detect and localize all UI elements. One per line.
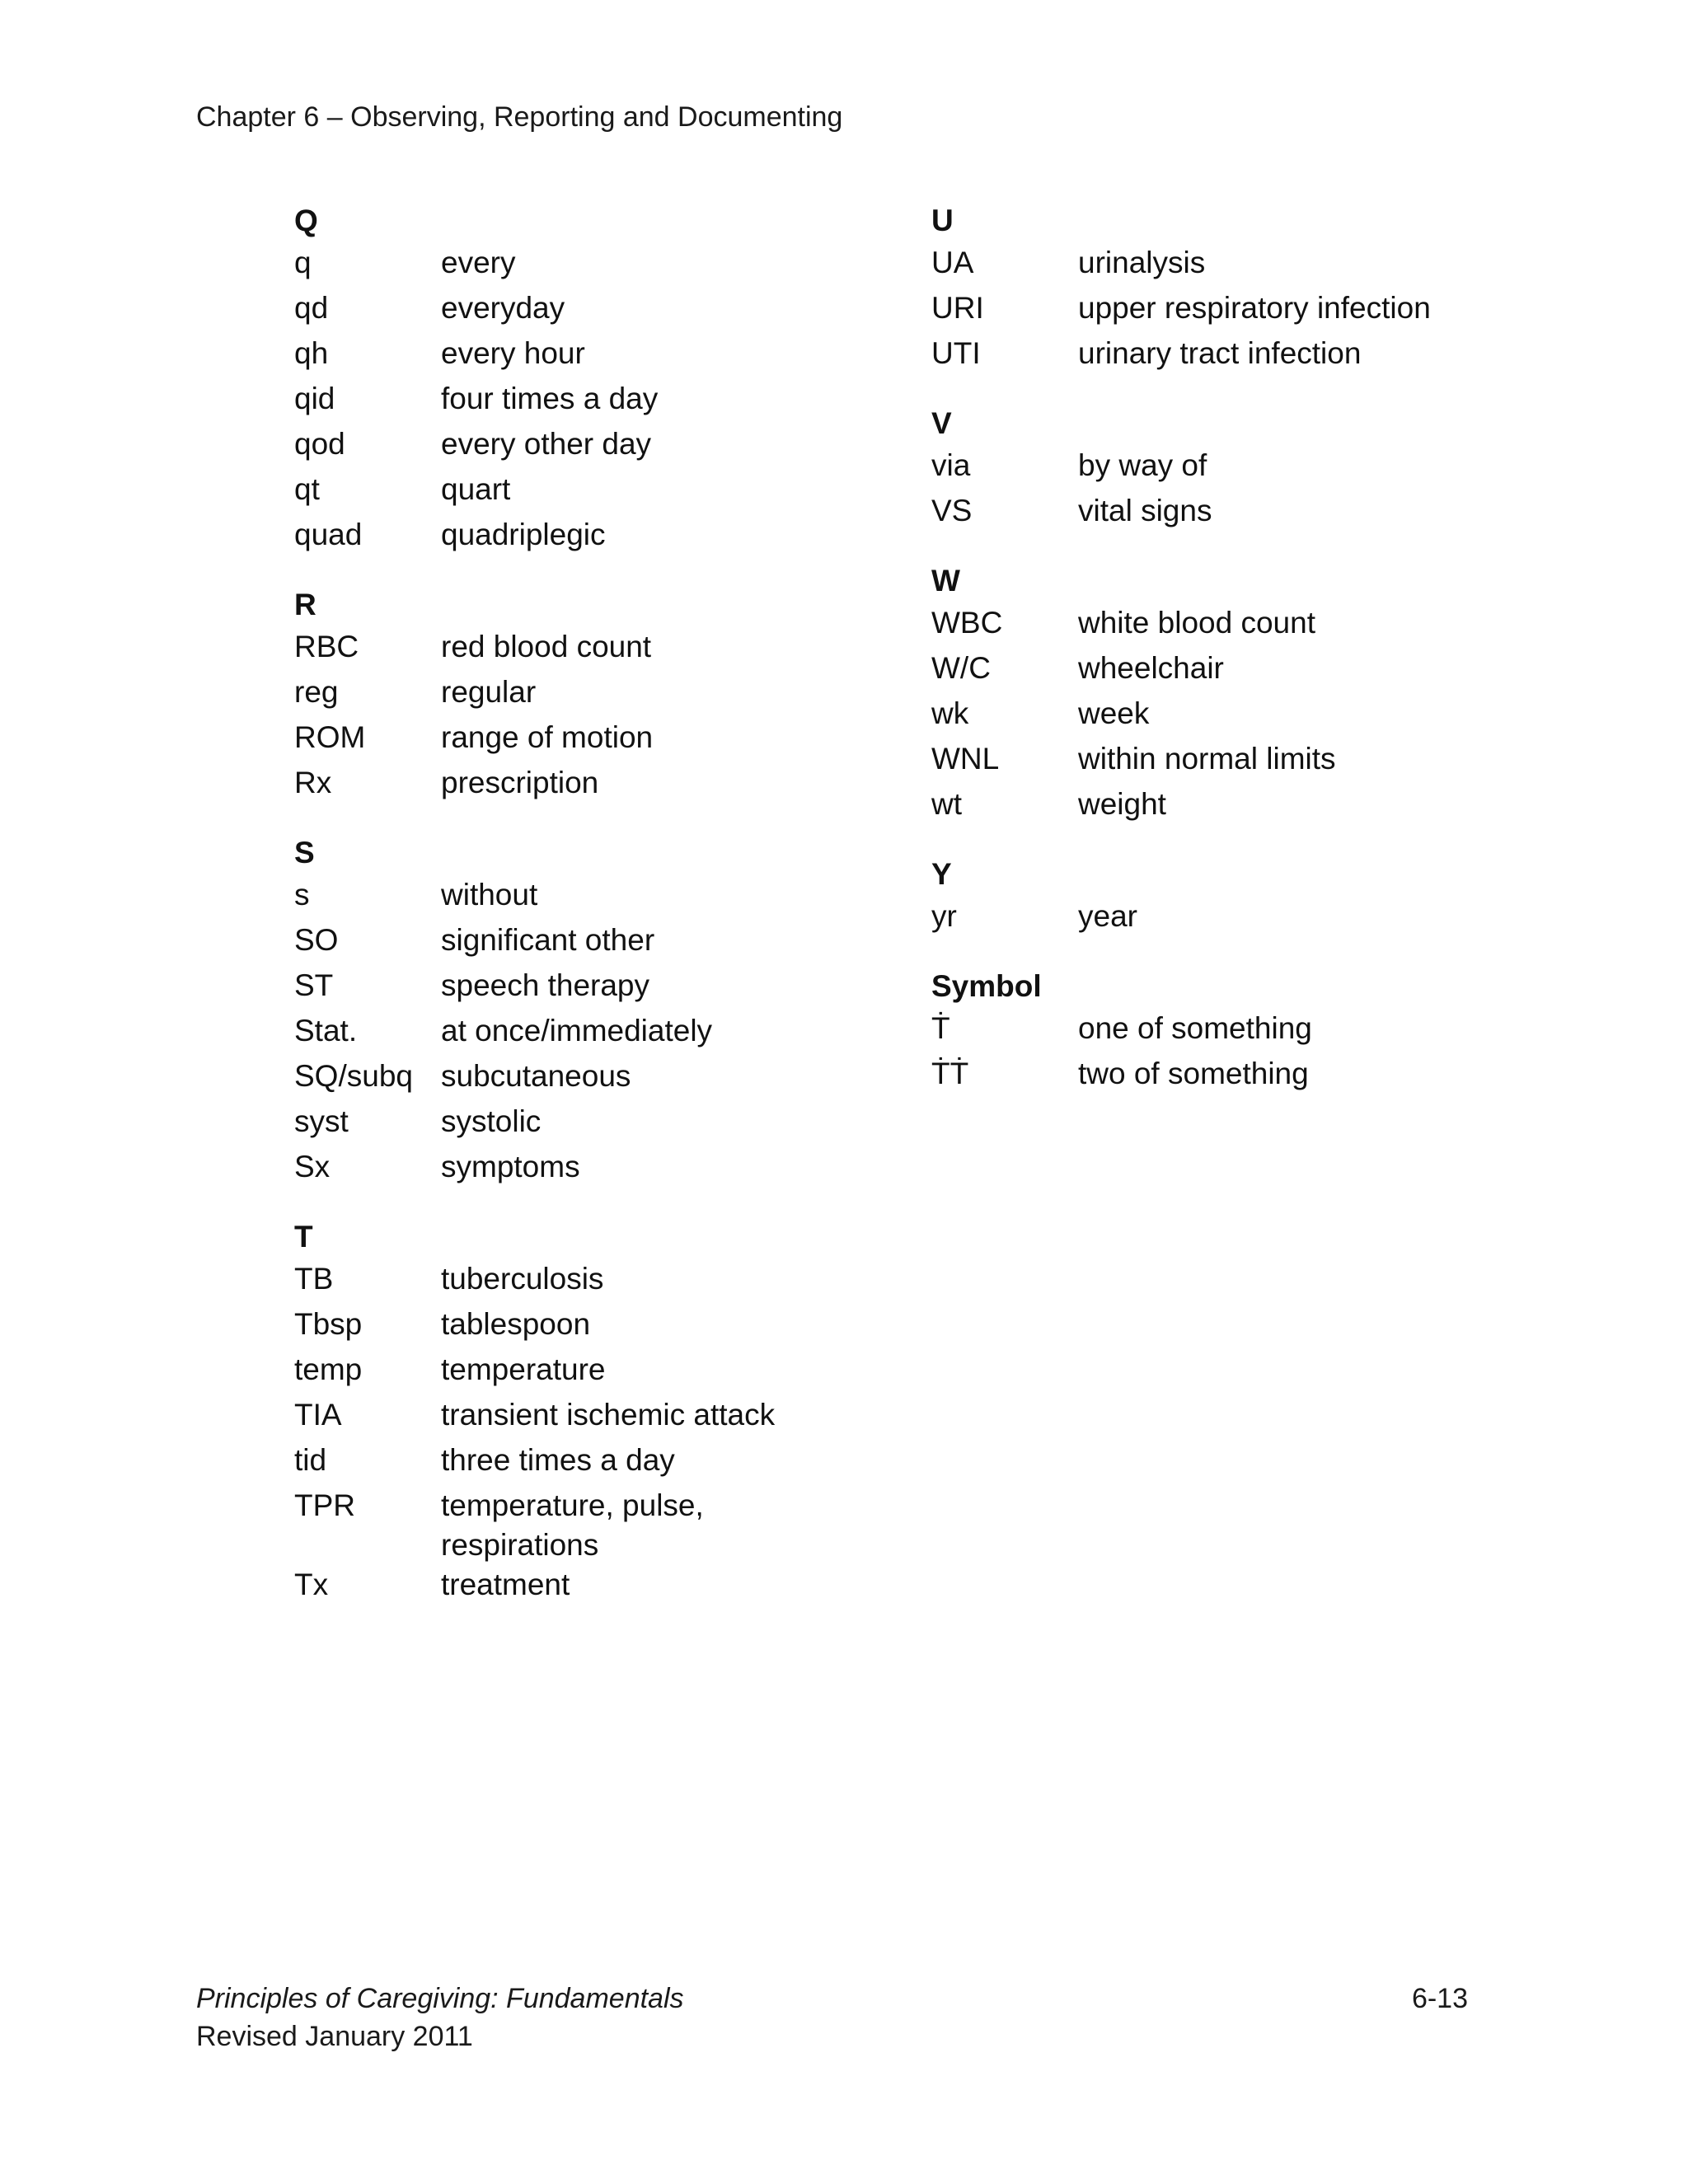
abbreviation-meaning: tuberculosis [441,1262,604,1296]
section-letter-heading: Symbol [931,969,1042,1003]
abbreviation-meaning: quart [441,472,511,506]
abbreviation-row [294,288,804,334]
abbreviation-meaning: within normal limits [1078,742,1336,776]
abbreviation-meaning: temperature, pulse, respirations [441,1488,704,1562]
section-letter-heading: Q [294,204,318,237]
section-letter-heading: V [931,406,952,440]
abbreviation-meaning: everyday [441,291,565,325]
abbreviation: via [931,448,971,482]
abbreviation-meaning: urinary tract infection [1078,336,1362,370]
footer-book-title: Principles of Caregiving: Fundamentals [196,1983,684,2014]
abbreviation: ST [294,968,334,1002]
abbreviation-row [931,243,1441,288]
abbreviation-row [294,424,804,470]
left-column [294,198,804,1632]
abbreviation-row [931,491,1441,537]
abbreviation-row [294,1441,804,1486]
abbreviation: reg [294,675,339,709]
abbreviation: Tbsp [294,1307,363,1341]
right-column [931,198,1441,1121]
footer-revised-date: Revised January 2011 [196,2021,473,2052]
letter-section [294,1214,804,1610]
abbreviation-meaning: at once/immediately [441,1014,713,1047]
abbreviation-meaning: significant other [441,923,655,957]
abbreviation: URI [931,291,984,325]
abbreviation: RBC [294,630,359,663]
abbreviation: UA [931,246,974,279]
abbreviation: TB [294,1262,334,1296]
abbreviation-meaning: temperature [441,1352,606,1386]
abbreviation-meaning: by way of [1078,448,1207,482]
section-letter-heading: Y [931,857,952,891]
footer [196,1980,684,2055]
abbreviation-row [294,470,804,515]
abbreviation-meaning: wheelchair [1078,651,1224,685]
abbreviation-row [294,1147,804,1193]
abbreviation-row [294,243,804,288]
abbreviation-row [931,785,1441,830]
abbreviation-row [931,739,1441,785]
abbreviation: yr [931,899,957,933]
abbreviation: TPR [294,1488,355,1522]
abbreviation-meaning: treatment [441,1568,570,1601]
letter-section [931,963,1441,1099]
abbreviation-row [294,1259,804,1305]
abbreviation-row [931,1009,1441,1054]
abbreviation-row [294,921,804,966]
abbreviation-meaning: range of motion [441,720,654,754]
abbreviation-row [294,1486,804,1565]
abbreviation: Rx [294,766,332,799]
abbreviation-meaning: prescription [441,766,599,799]
abbreviation-meaning: vital signs [1078,494,1212,527]
abbreviation: VS [931,494,973,527]
abbreviation-row [931,288,1441,334]
abbreviation-meaning: every other day [441,427,652,461]
abbreviation-row [294,763,804,808]
letter-section [931,401,1441,537]
abbreviation-meaning: systolic [441,1104,542,1138]
abbreviation-row [294,515,804,560]
abbreviation: tid [294,1443,327,1477]
abbreviation-row [294,966,804,1011]
abbreviation: WNL [931,742,1000,776]
abbreviation-meaning: without [441,878,538,912]
abbreviation-row [294,1395,804,1441]
abbreviation: s [294,878,310,912]
abbreviation-meaning: every hour [441,336,585,370]
section-letter-heading: W [931,564,960,598]
abbreviation: W/C [931,651,991,685]
abbreviation-row [931,603,1441,649]
abbreviation-row [294,627,804,673]
abbreviation: SO [294,923,339,957]
abbreviation-meaning: red blood count [441,630,652,663]
page-number: 6-13 [1411,1983,1468,2014]
abbreviation-meaning: transient ischemic attack [441,1398,776,1432]
abbreviation-row [931,446,1441,491]
abbreviation-meaning: regular [441,675,537,709]
abbreviation-row [294,1102,804,1147]
section-letter-heading: T [294,1220,313,1254]
abbreviation-row [294,875,804,921]
abbreviation-meaning: subcutaneous [441,1059,631,1093]
abbreviation: ROM [294,720,366,754]
abbreviation-row [294,1011,804,1057]
abbreviation-row [294,1565,804,1610]
abbreviation-row [294,673,804,718]
abbreviation-meaning: one of something [1078,1011,1312,1045]
section-letter-heading: S [294,836,315,869]
abbreviation: Sx [294,1150,331,1183]
abbreviation-meaning: white blood count [1078,606,1315,640]
abbreviation: wk [931,696,969,730]
chapter-header: Chapter 6 – Observing, Reporting and Documenting [196,101,843,133]
abbreviation-row [931,694,1441,739]
abbreviation-meaning: three times a day [441,1443,675,1477]
abbreviation: Stat. [294,1014,358,1047]
abbreviation: q [294,246,312,279]
abbreviation: SQ/subq [294,1059,413,1093]
abbreviation-row [294,1305,804,1350]
abbreviation-meaning: year [1078,899,1137,933]
section-letter-heading: R [294,588,316,621]
abbreviation: Tx [294,1568,329,1601]
abbreviation-row [931,1054,1441,1099]
abbreviation: Ṫ [931,1011,950,1045]
abbreviation: qd [294,291,329,325]
letter-section [294,582,804,808]
abbreviation: UTI [931,336,981,370]
abbreviation-meaning: two of something [1078,1057,1309,1090]
abbreviation: quad [294,518,363,551]
abbreviation-meaning: four times a day [441,382,659,415]
abbreviation: ṪṪ [931,1057,969,1090]
abbreviation-row [294,1057,804,1102]
abbreviation: temp [294,1352,363,1386]
abbreviation: qh [294,336,329,370]
letter-section [931,558,1441,830]
letter-section [294,830,804,1193]
abbreviation-meaning: week [1078,696,1150,730]
abbreviation-row [294,1350,804,1395]
section-letter-heading: U [931,204,954,237]
abbreviation-meaning: quadriplegic [441,518,606,551]
letter-section [931,851,1441,942]
abbreviation: WBC [931,606,1003,640]
abbreviation-row [294,334,804,379]
abbreviation-row [294,379,804,424]
abbreviation: qod [294,427,345,461]
abbreviation: TIA [294,1398,342,1432]
abbreviation-row [294,718,804,763]
abbreviation-row [931,649,1441,694]
abbreviation-meaning: speech therapy [441,968,650,1002]
abbreviation-meaning: upper respiratory infection [1078,291,1431,325]
abbreviation-row [931,897,1441,942]
letter-section [294,198,804,560]
abbreviation-meaning: symptoms [441,1150,580,1183]
abbreviation: qt [294,472,320,506]
abbreviation: qid [294,382,335,415]
abbreviation: syst [294,1104,349,1138]
abbreviation-meaning: tablespoon [441,1307,591,1341]
abbreviation-meaning: every [441,246,516,279]
abbreviation-meaning: weight [1078,787,1166,821]
abbreviation: wt [931,787,962,821]
letter-section [931,198,1441,379]
abbreviation-meaning: urinalysis [1078,246,1206,279]
abbreviation-row [931,334,1441,379]
